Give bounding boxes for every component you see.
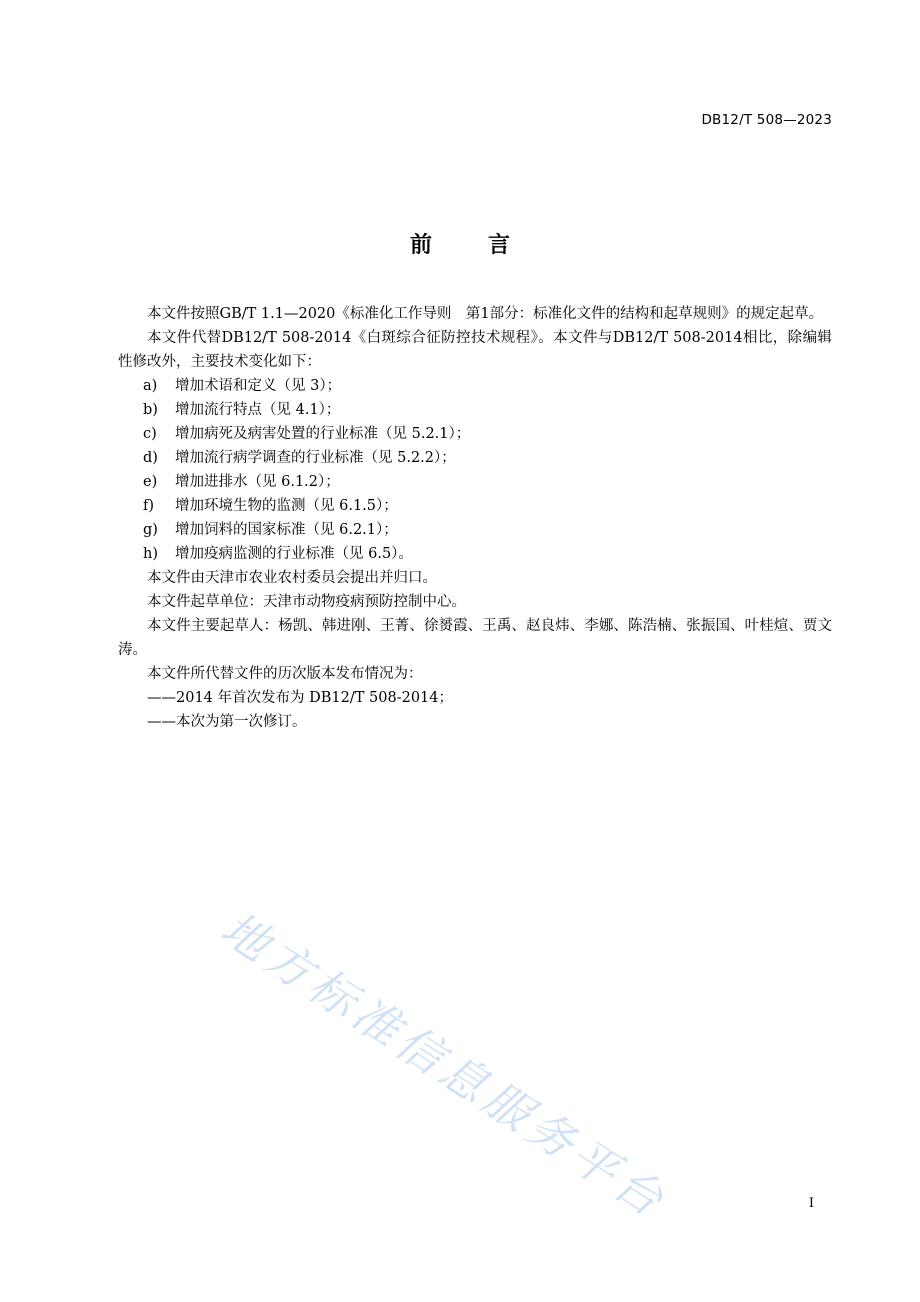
paragraph-proposer: 本文件由天津市农业农村委员会提出并归口。 [147,570,437,586]
list-item-text: 增加疫病监测的行业标准（见 6.5）。 [175,546,413,562]
document-code: DB12/T 508—2023 [701,112,832,128]
page-number: I [808,1196,814,1211]
list-item [118,494,832,518]
list-item-text: 增加饲料的国家标准（见 6.2.1）； [175,522,398,538]
list-marker: g) [143,522,158,538]
paragraph-replacement: 本文件代替DB12/T 508-2014《白斑综合征防控技术规程》。本文件与DB12/T 508-2014相比，除编辑性修改外，主要技术变化如下： [118,330,832,370]
paragraph-drafting-basis: 本文件按照GB/T 1.1—2020《标准化工作导则 第1部分：标准化文件的结构和起草规则》的规定起草。 [147,306,824,322]
list-marker: a) [143,378,158,394]
list-item-text: 增加环境生物的监测（见 6.1.5）； [175,498,398,514]
list-item [118,374,832,398]
list-marker: c) [143,426,157,442]
list-item [118,398,832,422]
list-marker: f) [143,498,155,514]
list-item-text: 增加流行特点（见 4.1）； [175,402,341,418]
list-marker: h) [143,546,158,562]
list-item [118,446,832,470]
list-marker: d) [143,450,158,466]
list-item [118,422,832,446]
title-char-1: 前 [409,233,432,258]
paragraph-drafters: 本文件主要起草人：杨凯、韩进刚、王菁、徐赟霞、王禹、赵良炜、李娜、陈浩楠、张振国、叶桂煊、贾文涛。 [118,618,832,658]
list-item [118,542,832,566]
list-item-text: 增加病死及病害处置的行业标准（见 5.2.1）； [175,426,471,442]
version-history-item: ——2014 年首次发布为 DB12/T 508-2014； [147,690,453,706]
list-marker: e) [143,474,158,490]
page-title [0,228,920,259]
watermark: 地方标准信息服务平台 [211,900,678,1230]
list-marker: b) [143,402,158,418]
version-history-item: ——本次为第一次修订。 [147,714,307,730]
list-item-text: 增加流行病学调查的行业标准（见 5.2.2）； [175,450,456,466]
preface-body [118,302,832,734]
list-item [118,470,832,494]
list-item [118,518,832,542]
title-char-2: 言 [488,233,511,258]
paragraph-drafting-unit: 本文件起草单位：天津市动物疫病预防控制中心。 [147,594,466,610]
list-item-text: 增加术语和定义（见 3）； [175,378,342,394]
list-item-text: 增加进排水（见 6.1.2）； [175,474,340,490]
paragraph-version-history: 本文件所代替文件的历次版本发布情况为： [147,666,423,682]
